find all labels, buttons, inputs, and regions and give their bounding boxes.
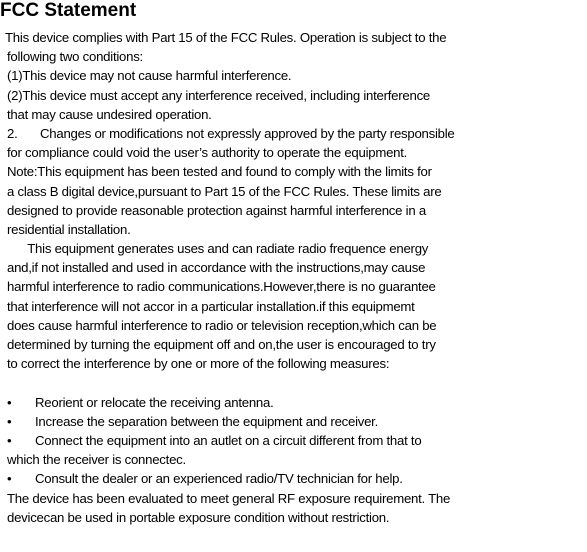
bullet-text: Connect the equipment into an autlet on a circuit different from that to (35, 432, 422, 448)
text-line: (1)This device may not cause harmful interference. (7, 68, 292, 84)
bullet-item (7, 469, 587, 488)
text-line: harmful interference to radio communications.However,there is no guarantee (7, 279, 436, 295)
bullet-item (7, 431, 587, 450)
numbered-item-2 (7, 124, 587, 143)
text-line: that interference will not accor in a particular installation.if this equipmemt (7, 298, 415, 314)
text-line: The device has been evaluated to meet general RF exposure requirement. The (7, 490, 451, 506)
text-line: designed to provide reasonable protection against harmful interference in a (7, 202, 426, 218)
page-title: FCC Statement (0, 0, 137, 21)
text-line: determined by turning the equipment off and on,the user is encouraged to try (7, 337, 436, 352)
bullet-text: Reorient or relocate the receiving antenna. (35, 394, 274, 410)
text-line: does cause harmful interference to radio or television reception,which can be (7, 317, 437, 333)
text-line: Note:This equipment has been tested and found to comply with the limits for (7, 164, 432, 180)
bullet-text: Consult the dealer or an experienced radio/TV technician for help. (35, 471, 403, 487)
item-number: 2. (7, 125, 18, 141)
bullet-icon: • (7, 394, 12, 410)
text-line: that may cause undesired operation. (7, 106, 212, 122)
spacer (7, 373, 587, 392)
text-line: for compliance could void the user’s authority to operate the equipment. (7, 145, 408, 161)
bullet-item (7, 412, 587, 431)
text-line: residential installation. (7, 221, 131, 237)
text-line: following two conditions: (7, 49, 143, 65)
statement-body (7, 28, 587, 527)
text-line: a class B digital device,pursuant to Part 15 of the FCC Rules. These limits are (7, 183, 442, 199)
text-line: This equipment generates uses and can radiate radio frequence energy (7, 241, 429, 257)
bullet-item (7, 393, 587, 412)
bullet-icon: • (7, 471, 12, 487)
bullet-text: Increase the separation between the equipment and receiver. (35, 413, 379, 429)
text-line: which the receiver is connectec. (7, 452, 186, 468)
text-line: (2)This device must accept any interference received, including interference (7, 87, 431, 103)
text-line: and,if not installed and used in accordance with the instructions,may cause (7, 260, 426, 276)
text-line: devicecan be used in portable exposure condition without restriction. (7, 509, 390, 525)
text-line: to correct the interference by one or more of the following measures: (7, 356, 390, 372)
bullet-icon: • (7, 432, 12, 448)
bullet-icon: • (7, 413, 12, 429)
text-line: This device complies with Part 15 of the FCC Rules. Operation is subject to the (5, 30, 447, 45)
item-text: Changes or modifications not expressly approved by the party responsible (40, 125, 455, 141)
